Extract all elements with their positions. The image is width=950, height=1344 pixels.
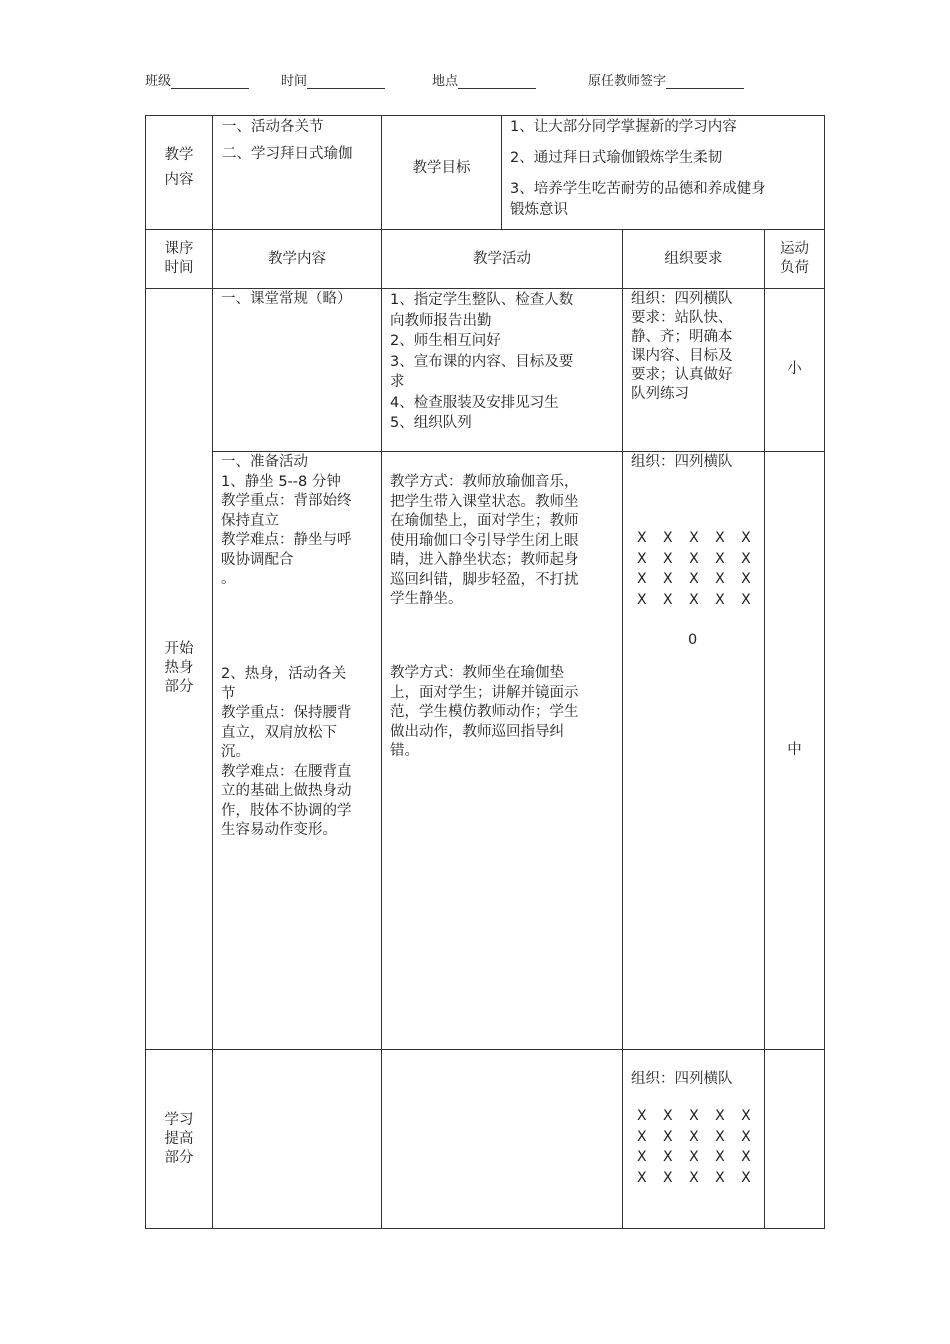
warmup-section-label: 开始 热身 部分 xyxy=(164,641,194,695)
content-item: 一、活动各关节 xyxy=(222,119,324,135)
improve-org: 组织：四列横队 xyxy=(631,1071,733,1087)
place-label: 地点 xyxy=(432,74,459,89)
class-field[interactable] xyxy=(145,70,249,89)
warmup-activity-a: 教学方式：教师放瑜伽音乐， 把学生带入课堂状态。教师坐 在瑜伽垫上，面对学生；教师 使用瑜伽口令引导学生闭上眼 睛，进入静坐状态；教师起身 巡回纠错，脚步轻盈，不打扰 学生静坐。 xyxy=(390,474,579,607)
formation-row: X X X X X xyxy=(637,1169,751,1186)
warmup-content-b: 2、热身，活动各关 节 教学重点：保持腰背 直立，双肩放松下 沉。 教学难点：在腰背直 立的基础上做热身动 作，肢体不协调的学 生容易动作变形。 xyxy=(221,666,352,838)
content-items xyxy=(222,118,353,164)
teacher-sign-blank[interactable] xyxy=(666,74,744,89)
class-label: 班级 xyxy=(145,74,172,89)
content-item: 二、学习拜日式瑜伽 xyxy=(222,146,353,162)
col-org-header: 组织要求 xyxy=(664,251,723,267)
warmup-content-a: 一、准备活动 1、静坐 5--8 分钟 教学重点：背部始终 保持直立 教学难点：静坐与呼 吸协调配合 。 xyxy=(221,454,352,587)
place-blank[interactable] xyxy=(458,74,536,89)
formation-row: X X X X X xyxy=(637,550,751,567)
teacher-sign-field[interactable] xyxy=(588,70,744,89)
teacher-position-mark: 0 xyxy=(688,632,698,648)
goal-item: 2、通过拜日式瑜伽锻炼学生柔韧 xyxy=(510,150,723,166)
content-label: 教学 内容 xyxy=(164,147,194,188)
formation-row: X X X X X xyxy=(637,1128,751,1145)
time-label: 时间 xyxy=(281,74,308,89)
warmup-org: 组织：四列横队 xyxy=(631,454,733,470)
formation-row: X X X X X xyxy=(637,1108,751,1124)
teacher-sign-label: 原任教师签字 xyxy=(588,74,667,89)
col-time-header: 课序 时间 xyxy=(164,241,194,276)
goal-item: 锻炼意识 xyxy=(510,202,568,218)
warmup-formation xyxy=(637,530,751,612)
routine-load: 小 xyxy=(787,361,802,377)
col-content-header: 教学内容 xyxy=(268,251,326,267)
routine-activity: 1、指定学生整队、检查人数 向教师报告出勤 2、师生相互问好 3、宣布课的内容、目标及要 求 4、检查服装及安排见习生 5、组织队列 xyxy=(390,292,574,431)
formation-row: X X X X X xyxy=(637,591,751,608)
place-field[interactable] xyxy=(432,70,536,89)
formation-row: X X X X X xyxy=(637,1149,751,1165)
warmup-load: 中 xyxy=(787,742,802,758)
formation-row: X X X X X xyxy=(637,571,751,587)
routine-content: 一、课堂常规（略） xyxy=(221,291,352,307)
goal-item: 3、培养学生吃苦耐劳的品德和养成健身 xyxy=(510,181,766,197)
improve-formation xyxy=(637,1108,751,1190)
time-blank[interactable] xyxy=(307,74,385,89)
time-field[interactable] xyxy=(281,70,385,89)
col-activity-header: 教学活动 xyxy=(473,251,531,267)
col-load-header: 运动 负荷 xyxy=(780,241,809,276)
improve-section-label: 学习 提高 部分 xyxy=(164,1112,194,1166)
routine-org: 组织：四列横队 要求：站队快、 静、齐；明确本 课内容、目标及 要求；认真做好 队列练习 xyxy=(631,291,733,402)
formation-row: X X X X X xyxy=(637,530,751,546)
warmup-activity-b: 教学方式：教师坐在瑜伽垫 上，面对学生；讲解并镜面示 范，学生模仿教师动作；学生 做出动作，教师巡回指导纠 错。 xyxy=(390,665,579,759)
goal-item: 1、让大部分同学掌握新的学习内容 xyxy=(510,119,737,135)
goal-label: 教学目标 xyxy=(412,160,471,176)
goals-list xyxy=(510,118,766,220)
class-blank[interactable] xyxy=(171,74,249,89)
